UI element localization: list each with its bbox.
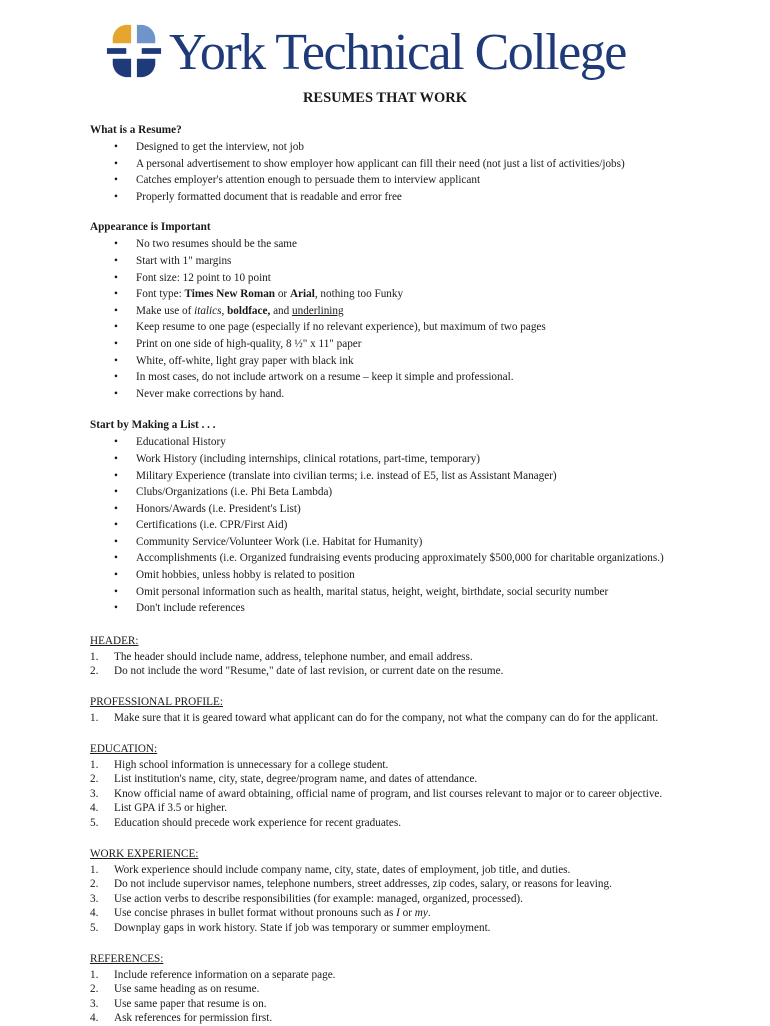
- list-item: • In most cases, do not include artwork on a resume – keep it simple and professional.: [114, 371, 514, 384]
- section-heading: Start by Making a List . . .: [90, 419, 216, 432]
- education-list: [90, 758, 730, 831]
- list-item: • Honors/Awards (i.e. President's List): [114, 502, 301, 515]
- list-item: • Make use of italics, boldface, and underlining: [114, 304, 344, 317]
- list-item: • A personal advertisement to show employer how applicant can fill their need (not just a list of activities/jobs): [114, 157, 625, 170]
- section-heading: What is a Resume?: [90, 124, 182, 136]
- list-item: • Educational History: [114, 436, 226, 449]
- list-item: 5. Downplay gaps in work history. State if job was temporary or summer employment.: [90, 921, 491, 934]
- list-item: • Clubs/Organizations (i.e. Phi Beta Lambda): [114, 486, 333, 499]
- list-item: • Print on one side of high-quality, 8 ½" x 11" paper: [114, 337, 362, 350]
- list-item: • Community Service/Volunteer Work (i.e. Habitat for Humanity): [114, 535, 423, 548]
- page-title: RESUMES THAT WORK: [302, 90, 468, 106]
- list-item: • Work History (including internships, clinical rotations, part-time, temporary): [114, 452, 480, 465]
- list-item: 3. Know official name of award obtaining, official name of program, and list courses relevant to major or to career objective.: [90, 787, 663, 800]
- what-list: [90, 139, 730, 205]
- list-item: 4. Ask references for permission first.: [90, 1012, 273, 1025]
- list-item: 1. High school information is unnecessary for a college student.: [90, 758, 389, 771]
- list-item: 3. Use same paper that resume is on.: [90, 997, 267, 1010]
- list-item: • Font type: Times New Roman or Arial, nothing too Funky: [114, 288, 404, 301]
- list-item: • White, off-white, light gray paper with black ink: [114, 354, 354, 367]
- list-item: 1. Include reference information on a separate page.: [90, 968, 336, 981]
- york-logo-icon: [105, 22, 163, 80]
- list-item: • Don't include references: [114, 602, 245, 615]
- list-item: 1. Work experience should include company name, city, state, dates of employment, job title, and duties.: [90, 863, 571, 876]
- list-item: 2. Do not include the word "Resume," date of last revision, or current date on the resume.: [90, 665, 504, 678]
- make-list: [90, 434, 730, 617]
- list-item: • Catches employer's attention enough to persuade them to interview applicant: [114, 174, 481, 187]
- college-name: York Technical College: [169, 24, 626, 81]
- list-item: 4. List GPA if 3.5 or higher.: [90, 802, 228, 815]
- list-item: • Start with 1" margins: [114, 254, 232, 267]
- section-heading: EDUCATION:: [90, 742, 158, 755]
- list-item: • Never make corrections by hand.: [114, 387, 285, 400]
- list-item: 2. Use same heading as on resume.: [90, 983, 260, 996]
- list-item: • Keep resume to one page (especially if no relevant experience), but maximum of two pages: [114, 321, 546, 334]
- section-heading: Appearance is Important: [90, 221, 211, 234]
- references-list: [90, 968, 730, 1026]
- list-item: • Military Experience (translate into civilian terms; i.e. instead of E5, list as Assistant Manager): [114, 469, 557, 482]
- work-list: [90, 863, 730, 936]
- section-heading: HEADER:: [90, 634, 139, 647]
- list-item: • Properly formatted document that is readable and error free: [114, 190, 402, 203]
- header-list: [90, 650, 730, 679]
- list-item: • Accomplishments (i.e. Organized fundraising events producing approximately $500,000 for charitable organizations.): [114, 552, 664, 565]
- list-item: 1. The header should include name, address, telephone number, and email address.: [90, 650, 473, 663]
- list-item: • Omit personal information such as health, marital status, height, weight, birthdate, social security number: [114, 585, 609, 598]
- section-heading: WORK EXPERIENCE:: [90, 847, 199, 860]
- section-heading: PROFESSIONAL PROFILE:: [90, 696, 223, 709]
- list-item: • Designed to get the interview, not job: [114, 141, 304, 153]
- college-logo: [105, 20, 705, 90]
- list-item: 2. List institution's name, city, state, degree/program name, and dates of attendance.: [90, 773, 478, 786]
- section-heading: REFERENCES:: [90, 952, 164, 965]
- appearance-list: [90, 236, 730, 402]
- list-item: 2. Do not include supervisor names, telephone numbers, street addresses, zip codes, salary, or reasons for leaving.: [90, 878, 612, 891]
- list-item: 1. Make sure that it is geared toward what applicant can do for the company, not what the company can do for the applicant.: [90, 712, 659, 725]
- list-item: • Font size: 12 point to 10 point: [114, 271, 271, 284]
- list-item: • Omit hobbies, unless hobby is related to position: [114, 569, 355, 582]
- profile-list: [90, 711, 730, 726]
- list-item: 5. Education should precede work experience for recent graduates.: [90, 817, 402, 829]
- list-item: 3. Use action verbs to describe responsibilities (for example: managed, organized, processed).: [90, 892, 523, 905]
- document-body: [90, 122, 730, 1026]
- list-item: • Certifications (i.e. CPR/First Aid): [114, 519, 288, 532]
- list-item: • No two resumes should be the same: [114, 238, 297, 251]
- list-item: 4. Use concise phrases in bullet format without pronouns such as I or my.: [90, 907, 431, 920]
